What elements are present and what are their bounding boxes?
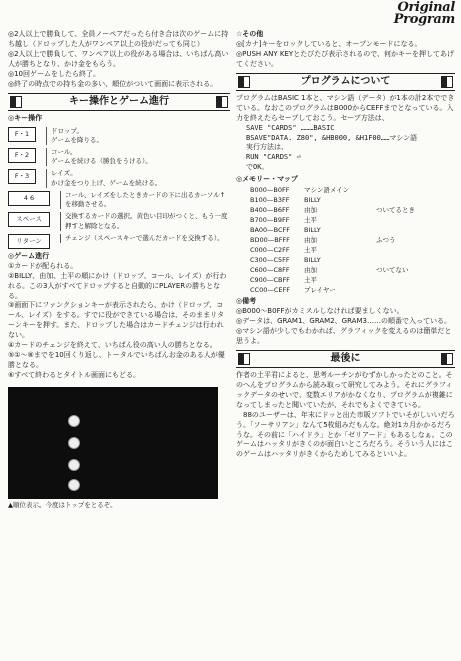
character-sprite (68, 479, 80, 491)
mem-addr: B000—B0FF (250, 186, 290, 195)
section-heading-keys (8, 93, 230, 111)
mem-addr: C900—CBFF (250, 276, 290, 285)
key-cap: F・2 (8, 148, 36, 163)
mem-addr: C600—C8FF (250, 266, 290, 275)
mem-addr: B400—B6FF (250, 206, 290, 215)
key-row (8, 191, 230, 209)
mem-label: 由加 (304, 206, 317, 215)
mem-group (376, 275, 436, 285)
mem-group: ついてない (376, 266, 409, 275)
block-icon (238, 353, 250, 365)
code-line: SAVE "CARDS" ………BASIC (246, 123, 335, 132)
key-cap: スペース (8, 212, 50, 227)
note-item: ◎マシン語が少しでもわかれば、グラフィックを変えるのは簡単だと思うよ。 (236, 327, 452, 345)
memmap-title: ◎メモリー・マップ (236, 175, 298, 184)
brand-line-1: Original (397, 0, 455, 15)
ok-text: でOK。 (246, 163, 269, 172)
key-desc: チェンジ（スペースキーで選んだカードを交換する）。 (60, 234, 224, 243)
character-sprite (68, 415, 80, 427)
closing-text: 作者の土平君によると、思考ルーチンがむずかしかったとのこと。そのへんをプログラムから読み取って研究してみよう。それにグラフィックデータのせいで、変数エリアがかなくなり、プログラムが複雑になってしまったと聞いていたが、それでもよくできている。 88のユーザーは、年末にドッと出た市販ソフトでいそがしいいだろう。「ソーサリアン」なんて5枚組みだもんな。絶対1カ月かかるだろうな。その前に「ハイドラ」とか「ゼリアード」もあるしなぁ。このゲームはハッタリがきくのが面白いところだろう。そういう人にはこのゲームはハッタリがきくからためしてみるといいよ。 (236, 370, 455, 459)
key-row (8, 212, 230, 230)
key-cap: F・1 (8, 127, 36, 142)
block-icon (10, 96, 22, 108)
mem-addr: CC00—CEFF (250, 286, 290, 295)
right-column (236, 0, 455, 460)
mem-group (376, 245, 436, 255)
section-title: プログラムについて (300, 75, 391, 87)
progress-title: ◎ゲーム進行 (8, 251, 50, 260)
program-intro: プログラムはBASIC 1本と、マシン語（データ）が1本の計2本でできている。なおこのプログラムはB000からCEFFまでとなっている。入力を終えたらセーブしておこう。セーブ方法は、 (236, 93, 455, 122)
character-sprite (68, 437, 80, 449)
progress-step: ⑤①〜⑧までを10回くり返し、トータルでいちばんお金のある人が優勝となる。 (8, 351, 225, 370)
mem-group (376, 195, 436, 205)
misc-item: ◎PUSH ANY KEYとたびたび表示されるので、何かキーを押してあげてください。 (236, 49, 455, 68)
mem-group (376, 285, 436, 295)
game-screenshot (8, 387, 218, 499)
key-desc: レイズ。 かけ金をつり上げ、ゲームを続ける。 (46, 169, 161, 187)
mem-label: 土平 (304, 246, 317, 255)
mem-group (376, 255, 436, 265)
block-icon (216, 96, 228, 108)
block-icon (441, 76, 453, 88)
progress-step: ②BILLY、由加、土平の順にかけ（ドロップ、コール、レイズ）が行われる。この3人がすべてドロップすると自動的にPLAYERの勝ちとなる。 (8, 271, 227, 300)
mem-label: 由加 (304, 236, 317, 245)
mem-label: 由加 (304, 266, 317, 275)
section-heading-program (236, 73, 455, 91)
key-cap: 4 6 (8, 191, 50, 206)
mem-addr: C000—C2FF (250, 246, 290, 255)
mem-label: 土平 (304, 216, 317, 225)
block-icon (238, 76, 250, 88)
mem-group: ついてるとき (376, 206, 415, 215)
progress-step: ④カードのチェンジを終えて、いちばん役の高い人の勝ちとなる。 (8, 341, 217, 350)
progress-step: ①カードが配られる。 (8, 261, 78, 270)
progress-step: ③画面下にファンクションキーが表示されたら、かけ（ドロップ、コール、レイズ）をする。すでに役ができている場合は、そのままリターンキーを押す。また、ドロップした場合はカードチェンジは行われない。 (8, 301, 225, 340)
key-cap: F・3 (8, 169, 36, 184)
progress-step: ⑥すべて終わるとタイトル画面にもどる。 (8, 371, 140, 379)
screenshot-caption: ▲順位表示。今度はトップをとるぞ。 (8, 500, 117, 509)
left-column (8, 0, 230, 510)
rule-1: ◎2人以上で勝負して、全員ノーペアだったら付き合は次のゲームに持ち越し（ドロップした人がワンペア以上の役がだっても同じ） (8, 30, 229, 48)
rule-3: ◎10回ゲームをしたら終了。 (8, 69, 101, 78)
mem-addr: B700—B9FF (250, 216, 290, 225)
run-text: 実行方法は、 (246, 143, 288, 152)
mem-group (376, 225, 436, 235)
mem-group: ふつう (376, 236, 396, 245)
mem-addr: BA00—BCFF (250, 226, 291, 235)
note-item: ◎データは、GRAM1、GRAM2、GRAM3……の順番で入っている。 (236, 317, 451, 326)
mem-addr: C300—C5FF (250, 256, 290, 265)
note-item: ◎B000〜B0FFがカミスルしなければ要ましくない。 (236, 307, 404, 316)
mem-addr: BD00—BFFF (250, 236, 290, 245)
character-sprite (68, 459, 80, 471)
mem-group (376, 185, 436, 195)
mem-group (376, 215, 436, 225)
mem-label: BILLY (304, 256, 321, 265)
key-row (8, 148, 230, 166)
mem-label: BILLY (304, 226, 321, 235)
rule-4: ◎終了の時点での持ち金の多い、順位がついて画面に表示される。 (8, 79, 218, 88)
mem-label: プレイヤー (304, 286, 336, 295)
misc-title: ☆その他 (236, 30, 264, 38)
misc-item: ◎[カナ]キーをロックしていると、オープンモードになる。 (236, 39, 422, 48)
mem-label: 土平 (304, 276, 317, 285)
key-cap: リターン (8, 234, 50, 249)
mem-addr: B100—B3FF (250, 196, 290, 205)
section-heading-last (236, 350, 455, 368)
section-title: 最後に (330, 352, 361, 364)
rule-2: ◎2人以上で勝負して、ワンペア以上の役がある場合は、いちばん高い人が勝ちとなり、かけ金をもらう。 (8, 49, 229, 68)
code-line: BSAVE"DATA. Z80", &HB000, &H1F00……マシン語 (246, 133, 418, 142)
key-desc: コール。 ゲームを続ける（勝負をうける）。 (46, 148, 152, 166)
mem-label: マシン語メイン (304, 186, 350, 195)
block-icon (441, 353, 453, 365)
memory-map (236, 185, 455, 295)
mem-label: BILLY (304, 196, 321, 205)
key-row (8, 127, 230, 145)
key-row (8, 234, 230, 249)
key-row (8, 169, 230, 187)
key-desc: ドロップ。 ゲームを降りる。 (46, 127, 103, 145)
key-desc: コール、レイズをしたときカードの下に出るカーソル↑を移動させる。 (60, 191, 230, 209)
brand-line-2: Program (393, 12, 455, 27)
notes-title: ◎備考 (236, 297, 257, 306)
section-title: キー操作とゲーム進行 (69, 95, 169, 107)
keys-title: ◎キー操作 (8, 113, 43, 122)
key-desc: 交換するカードの選択。黄色い目印がつくと、もう一度押すと解除となる。 (60, 212, 230, 230)
run-code: RUN "CARDS" ⏎ (246, 153, 301, 162)
